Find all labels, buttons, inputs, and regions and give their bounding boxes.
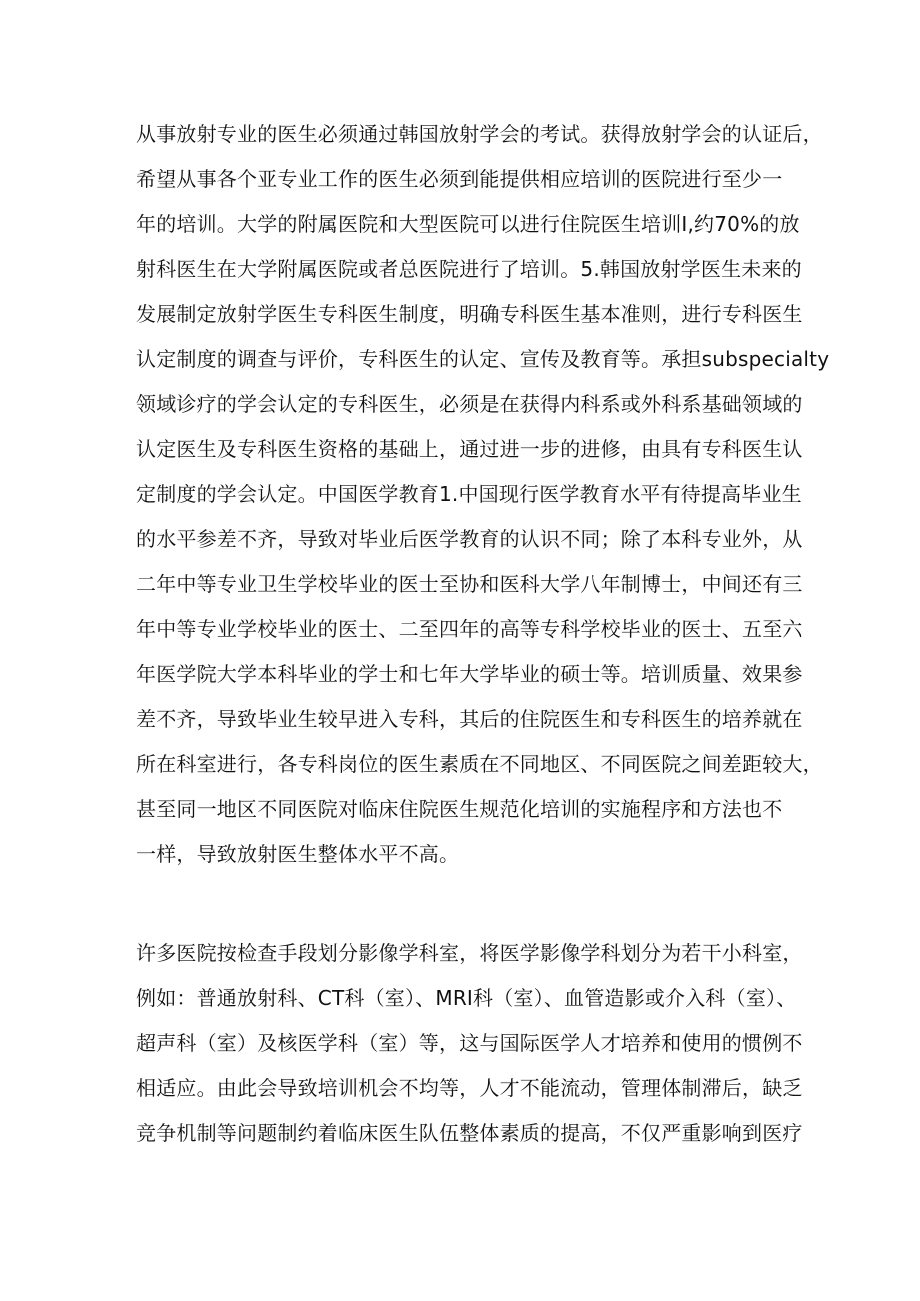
text-line: 二年中等专业卫生学校毕业的医士至协和医科大学八年制博士，中间还有三	[136, 572, 803, 596]
text-line: 年的培训。大学的附属医院和大型医院可以进行住院医生培训I,约70%的放	[136, 212, 800, 236]
text-line: 年医学院大学本科毕业的学士和七年大学毕业的硕士等。培训质量、效果参	[136, 662, 803, 686]
paragraph-1	[136, 112, 830, 877]
text-line: 认定医生及专科医生资格的基础上，通过进一步的进修，由具有专科医生认	[136, 437, 803, 461]
text-line: 从事放射专业的医生必须通过韩国放射学会的考试。获得放射学会的认证后，	[136, 122, 823, 146]
text-line: 射科医生在大学附属医院或者总医院进行了培训。5.韩国放射学医生未来的	[136, 257, 802, 281]
text-line: 许多医院按检查手段划分影像学科室，将医学影像学科划分为若干小科室，	[136, 941, 803, 965]
text-line: 定制度的学会认定。中国医学教育1.中国现行医学教育水平有待提高毕业生	[136, 482, 802, 506]
text-line: 一样，导致放射医生整体水平不高。	[136, 842, 460, 866]
text-line: 超声科（室）及核医学科（室）等，这与国际医学人才培养和使用的惯例不	[136, 1031, 803, 1055]
text-line: 领域诊疗的学会认定的专科医生，必须是在获得内科系或外科系基础领域的	[136, 392, 803, 416]
text-line: 所在科室进行，各专科岗位的医生素质在不同地区、不同医院之间差距较大，	[136, 752, 823, 776]
text-line: 年中等专业学校毕业的医士、二至四年的高等专科学校毕业的医士、五至六	[136, 617, 803, 641]
text-line: 发展制定放射学医生专科医生制度，明确专科医生基本准则，进行专科医生	[136, 302, 803, 326]
text-line: 竞争机制等问题制约着临床医生队伍整体素质的提高，不仅严重影响到医疗	[136, 1121, 803, 1145]
text-line: 认定制度的调查与评价，专科医生的认定、宣传及教育等。承担subspecialty	[136, 347, 830, 371]
text-line: 希望从事各个亚专业工作的医生必须到能提供相应培训的医院进行至少一	[136, 167, 783, 191]
text-line: 甚至同一地区不同医院对临床住院医生规范化培训的实施程序和方法也不	[136, 797, 783, 821]
text-line: 的水平参差不齐，导致对毕业后医学教育的认识不同；除了本科专业外，从	[136, 527, 803, 551]
text-line: 差不齐，导致毕业生较早进入专科，其后的住院医生和专科医生的培养就在	[136, 707, 803, 731]
text-line: 相适应。由此会导致培训机会不均等，人才不能流动，管理体制滞后，缺乏	[136, 1076, 803, 1100]
paragraph-2	[136, 931, 803, 1156]
text-line: 例如：普通放射科、CT科（室）、MRI科（室）、血管造影或介入科（室）、	[136, 986, 797, 1010]
